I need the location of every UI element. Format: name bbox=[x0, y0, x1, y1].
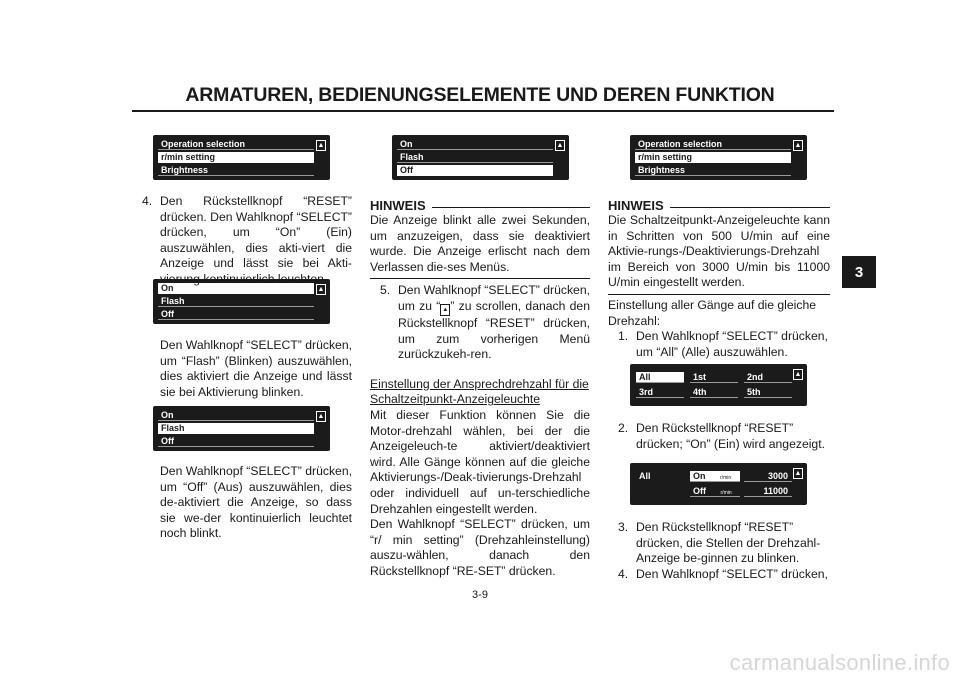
note-heading-label: HINWEIS bbox=[370, 198, 426, 213]
column-1 bbox=[132, 194, 352, 288]
lcd-option-flash: Flash bbox=[397, 152, 553, 163]
scroll-arrow-icon: ▲ bbox=[794, 142, 802, 149]
note-rule bbox=[670, 207, 830, 208]
lcd-gear-3rd: 3rd bbox=[636, 387, 684, 398]
watermark: carmanualsonline.info bbox=[729, 650, 950, 675]
scroll-arrow-icon: ▲ bbox=[317, 413, 325, 420]
paragraph-function: Mit dieser Funktion können Sie die Motor-drehzahl wählen, bei der die Anzeigeleuch-te aktiviert/deaktiviert wird. Alle Gänge können auf die gleiche Aktivierungs-/Deak-tivierungs-Drehzahl oder individuell auf un-terschiedliche Drehzahlen eingestellt werden. bbox=[370, 407, 590, 516]
column-3-step-2 bbox=[608, 421, 830, 452]
lcd-rpm-on-selected bbox=[690, 471, 740, 482]
note-text: Die Anzeige blinkt alle zwei Sekunden, um anzuzeigen, dass sie deaktiviert wurde. Die Anzeige erlischt nach dem Verlassen die-ses Menüs. bbox=[370, 213, 590, 274]
lcd-menu-display bbox=[153, 135, 330, 180]
step-number: 3. bbox=[618, 520, 629, 534]
lcd-gear-2nd: 2nd bbox=[744, 372, 792, 383]
lcd-rpm-off-label: Off bbox=[693, 486, 706, 496]
lcd-rpm-unit: r/min bbox=[720, 490, 732, 496]
step-2 bbox=[608, 421, 830, 452]
lcd-gear-4th: 4th bbox=[690, 387, 738, 398]
lcd-menu-rpm-selected: r/min setting bbox=[158, 152, 314, 163]
lcd-option-off-selected: Off bbox=[397, 165, 553, 176]
step-text-a: Den Wahlknopf “SELECT” drücken, um zu “ bbox=[398, 283, 590, 313]
step-number: 4. bbox=[142, 194, 153, 208]
step-number: 5. bbox=[380, 283, 391, 298]
lcd-menu-brightness: Brightness bbox=[158, 165, 314, 176]
scroll-arrow-icon: ▲ bbox=[317, 142, 325, 149]
intro-text: Einstellung aller Gänge auf die gleiche Drehzahl: bbox=[608, 297, 817, 328]
column-1-off bbox=[132, 464, 352, 542]
lcd-menu-operation: Operation selection bbox=[158, 139, 314, 150]
step-number: 2. bbox=[618, 421, 629, 435]
column-2 bbox=[370, 198, 590, 579]
title-rule bbox=[132, 110, 834, 112]
lcd-gear-all-selected: All bbox=[636, 372, 684, 383]
lcd-rpm-unit: r/min bbox=[720, 475, 732, 481]
paragraph-off: Den Wahlknopf “SELECT” drücken, um “Off” (Aus) auszuwählen, dies de-aktiviert die Anzeige, so dass sie we-der kontinuierlich leuchtet noch blinkt. bbox=[160, 464, 352, 541]
step-4 bbox=[132, 194, 352, 288]
step-text: Den Wahlknopf “SELECT” drücken, bbox=[636, 566, 828, 581]
step-text: Den Rückstellknopf “RESET” drücken, die Stellen der Drehzahl-Anzeige be-ginnen zu blinken. bbox=[636, 520, 821, 566]
step-number: 4. bbox=[618, 566, 629, 581]
note-heading-label: HINWEIS bbox=[608, 198, 664, 213]
lcd-rpm-all: All bbox=[639, 471, 651, 481]
column-3-step-3 bbox=[608, 520, 830, 582]
column-3 bbox=[608, 198, 830, 360]
lcd-option-on-selected: On bbox=[158, 283, 314, 294]
scroll-arrow-icon: ▲ bbox=[794, 371, 802, 378]
lcd-onoff-display-flash bbox=[153, 406, 330, 451]
step-text: Den Rückstellknopf “RESET” drücken; “On” (Ein) wird angezeigt. bbox=[636, 421, 825, 451]
lcd-option-on: On bbox=[397, 139, 553, 150]
lcd-rpm-on-label: On bbox=[693, 471, 706, 481]
lcd-gear-1st: 1st bbox=[690, 372, 738, 383]
lcd-rpm-on-value: 3000 bbox=[744, 471, 792, 482]
lcd-menu-brightness: Brightness bbox=[635, 165, 791, 176]
step-3 bbox=[608, 520, 830, 567]
page-number: 3-9 bbox=[472, 589, 488, 601]
paragraph-flash: Den Wahlknopf “SELECT” drücken, um “Flash” (Blinken) auszuwählen, dies aktiviert die Anzeige und lässt sie bei Aktivierung blinken. bbox=[160, 338, 352, 399]
lcd-onoff-display-off bbox=[392, 135, 569, 180]
scroll-arrow-icon: ▲ bbox=[440, 304, 450, 316]
step-1 bbox=[608, 329, 830, 360]
note-text: Die Schaltzeitpunkt-Anzeigeleuchte kann in Schritten von 500 U/min auf eine Aktivie-rungs-/Deaktivierungs-Drehzahl im Bereich von 3000 U/min bis 11000 U/min eingestellt werden. bbox=[608, 213, 830, 290]
section-heading: Einstellung der Ansprechdrehzahl für die Schaltzeitpunkt-Anzeigeleuchte bbox=[370, 376, 589, 407]
lcd-menu-rpm-selected: r/min setting bbox=[635, 152, 791, 163]
lcd-option-off: Off bbox=[158, 309, 314, 320]
lcd-option-flash-selected: Flash bbox=[158, 423, 314, 434]
lcd-rpm-off-value: 11000 bbox=[744, 486, 792, 497]
lcd-option-on: On bbox=[158, 410, 314, 421]
note-heading bbox=[370, 198, 590, 213]
chapter-tab: 3 bbox=[842, 256, 876, 288]
step-text-b: ” zu scrollen, danach den Rückstellknopf “RESET” drücken, um zum vorherigen Menü zurückzukeh-ren. bbox=[398, 298, 590, 362]
scroll-arrow-icon: ▲ bbox=[317, 286, 325, 293]
lcd-gear-5th: 5th bbox=[744, 387, 792, 398]
lcd-rpm-display bbox=[630, 463, 807, 505]
step-4 bbox=[608, 567, 830, 583]
lcd-option-off: Off bbox=[158, 436, 314, 447]
lcd-option-flash: Flash bbox=[158, 296, 314, 307]
column-1-flash bbox=[132, 338, 352, 400]
step-text: Den Wahlknopf “SELECT” drücken, um “All” (Alle) auszuwählen. bbox=[636, 329, 828, 359]
lcd-menu-operation: Operation selection bbox=[635, 139, 791, 150]
note-end-rule bbox=[370, 278, 590, 279]
step-text: Den Rückstellknopf “RESET” drücken. Den Wahlknopf “SELECT” drücken, um “On” (Ein) auszuwählen, dies akti-viert die Anzeige und lässt sie bei Akti-vierung kontinuierlich leuchten. bbox=[160, 194, 352, 286]
paragraph-select: Den Wahlknopf “SELECT” drücken, um “r/ min setting” (Drehzahleinstellung) auszu-wählen, danach den Rückstellknopf “RE-SET” drücken. bbox=[370, 517, 590, 578]
step-number: 1. bbox=[618, 329, 629, 344]
scroll-arrow-icon: ▲ bbox=[556, 142, 564, 149]
scroll-arrow-icon: ▲ bbox=[794, 470, 802, 477]
lcd-rpm-off bbox=[690, 486, 740, 497]
step-5 bbox=[370, 283, 590, 362]
note-heading bbox=[608, 198, 830, 213]
lcd-menu-display bbox=[630, 135, 807, 180]
lcd-gear-select-display bbox=[630, 364, 807, 406]
page-title: ARMATUREN, BEDIENUNGSELEMENTE UND DEREN FUNKTION bbox=[185, 84, 775, 106]
note-rule bbox=[432, 207, 590, 208]
note-end-rule bbox=[608, 294, 830, 295]
